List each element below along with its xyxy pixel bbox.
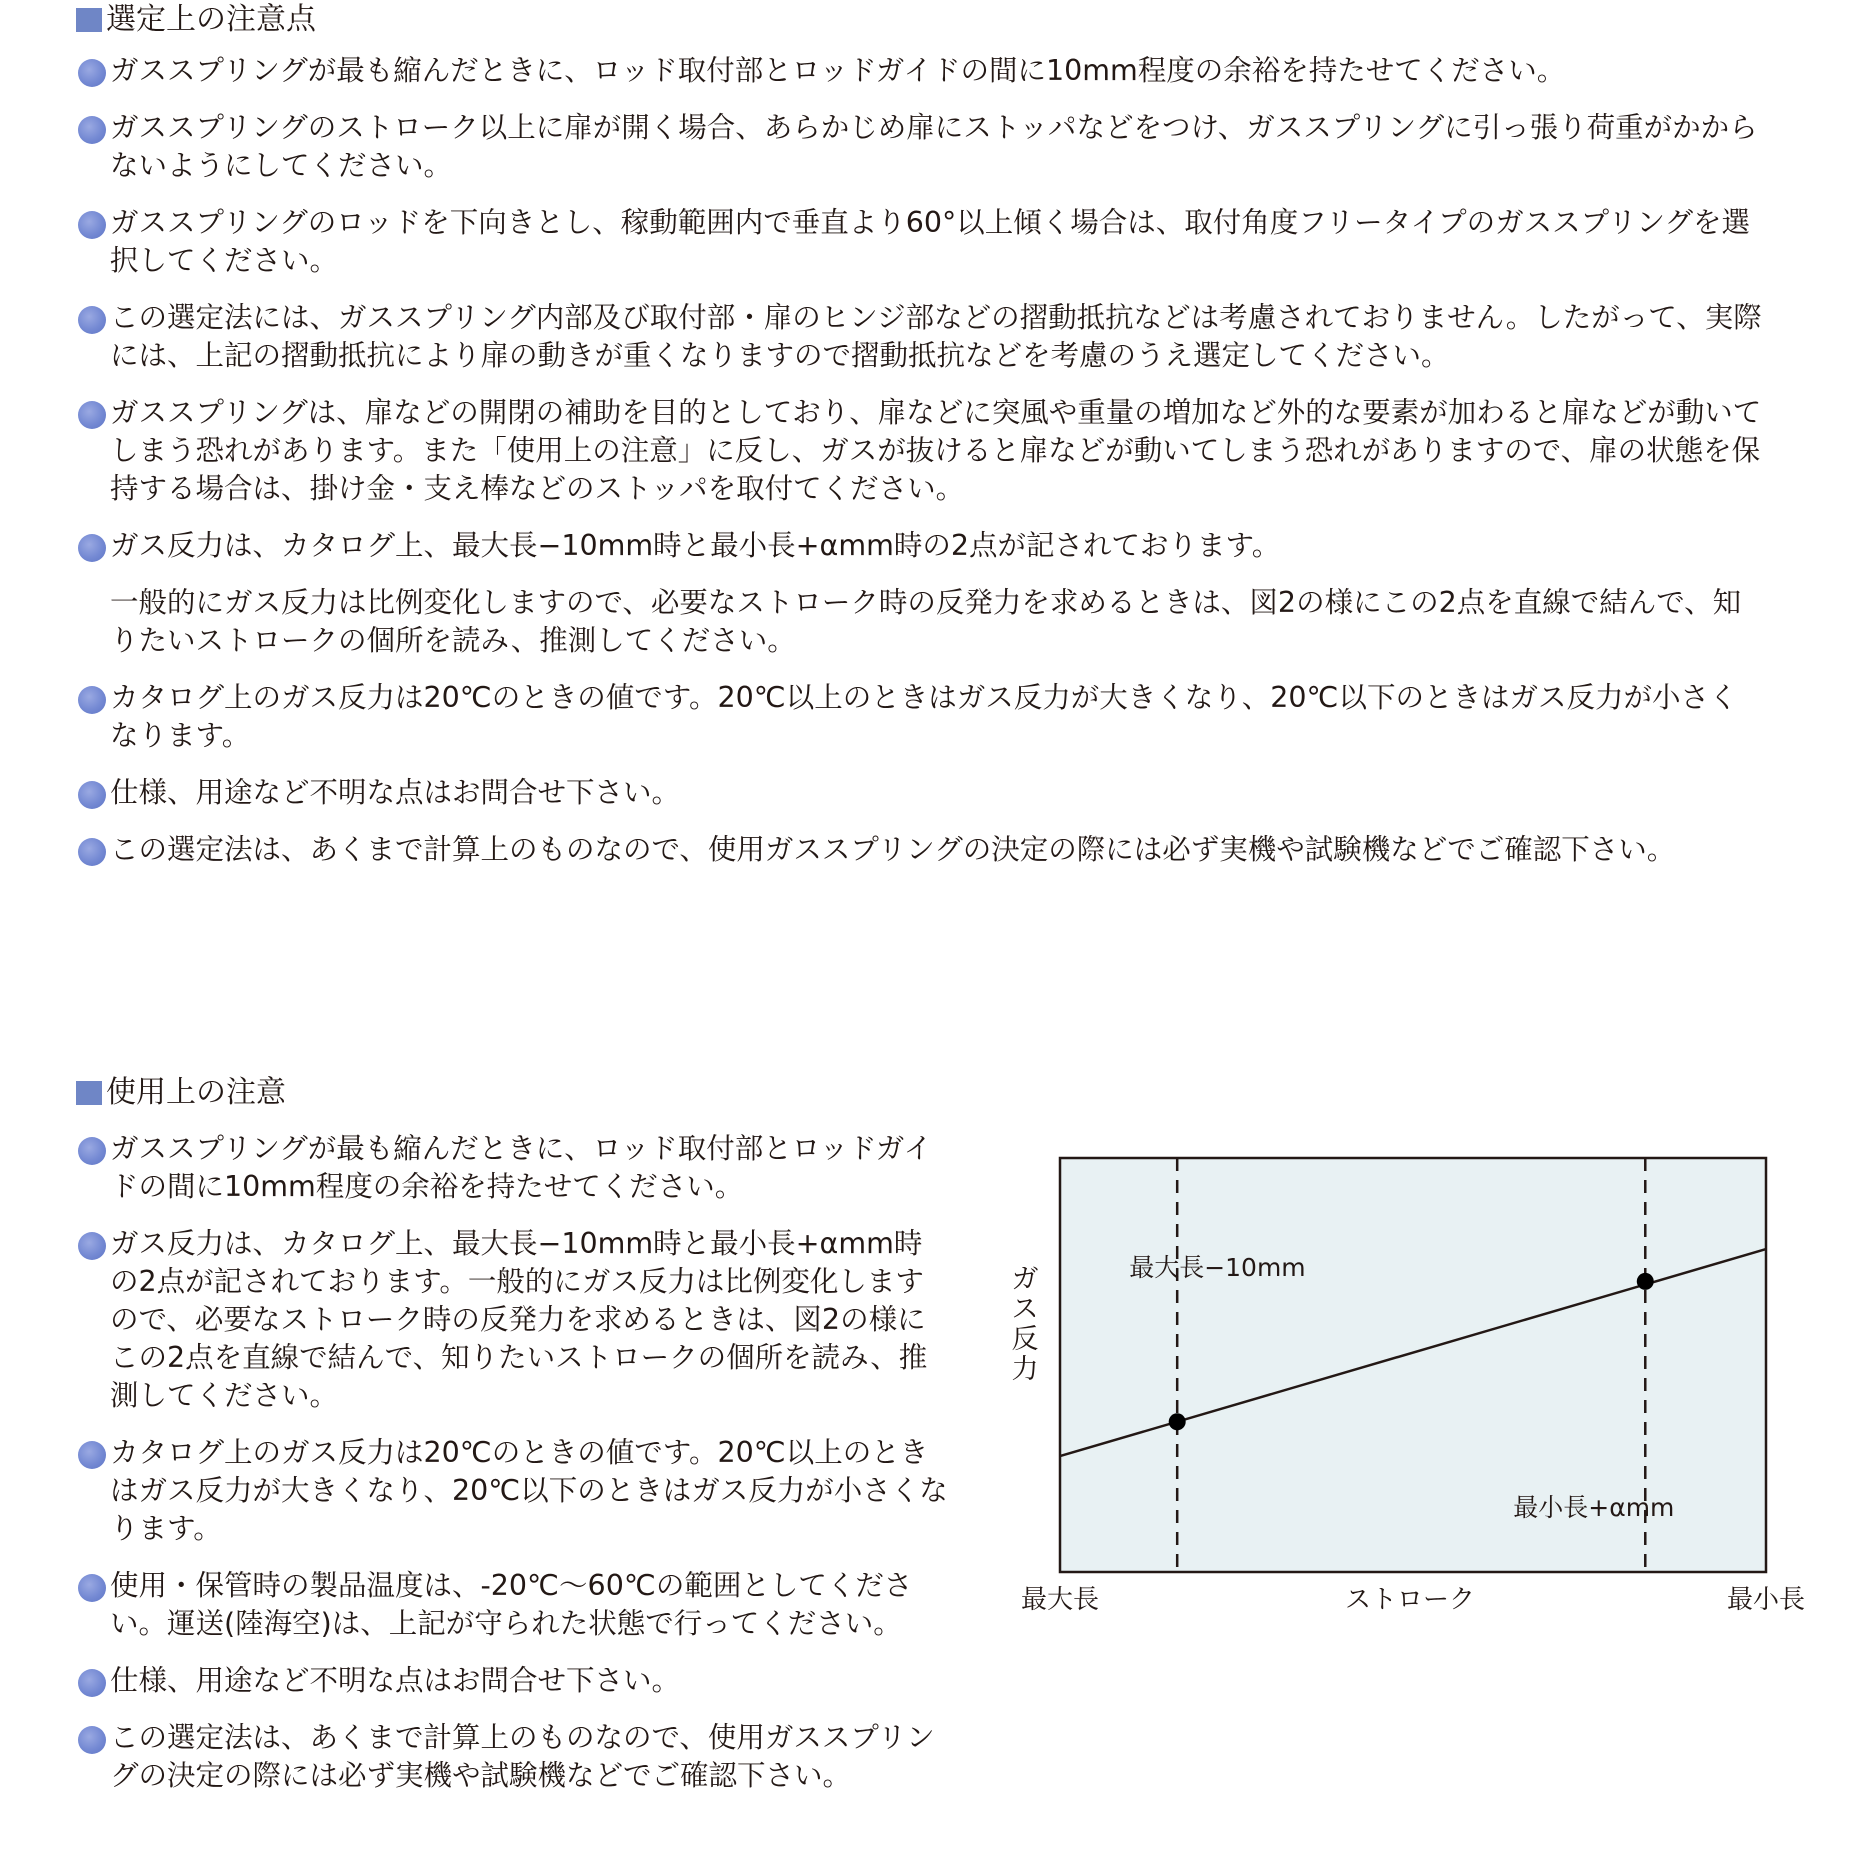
data-point — [1169, 1413, 1186, 1430]
list-item — [78, 774, 1763, 812]
heading-square-icon — [76, 8, 102, 32]
bullet-icon — [78, 306, 106, 334]
section2-heading — [76, 1075, 286, 1111]
list-item-text: ガス反力は、カタログ上、最大長−10mm時と最小長+αmm時の2点が記されております。 — [110, 529, 1281, 562]
gas-force-chart — [1010, 1140, 1830, 1640]
list-item-text: 仕様、用途など不明な点はお問合せ下さい。 — [110, 776, 681, 809]
list-item — [78, 1225, 948, 1415]
list-item-text: ガススプリングは、扉などの開閉の補助を目的としており、扉などに突風や重量の増加など外的な要素が加わると扉などが動いてしまう恐れがあります。また「使用上の注意」に反し、ガスが抜けると扉などが動いてしまう恐れがありますので、扉の状態を保持する場合は、掛け金・支え棒などのストッパを取付てください。 — [110, 396, 1762, 505]
bullet-icon — [78, 1669, 106, 1697]
data-point — [1637, 1273, 1654, 1290]
section2-heading-text: 使用上の注意 — [106, 1075, 286, 1110]
x-axis-label: ストローク — [1344, 1585, 1476, 1615]
bullet-icon — [78, 1441, 106, 1469]
list-item-text: この選定法は、あくまで計算上のものなので、使用ガススプリングの決定の際には必ず実機や試験機などでご確認下さい。 — [110, 833, 1676, 866]
bullet-icon — [78, 1232, 106, 1260]
section1-heading-text: 選定上の注意点 — [106, 2, 316, 37]
bullet-icon — [78, 1574, 106, 1602]
section1-list — [78, 52, 1763, 888]
bullet-icon — [78, 1137, 106, 1165]
list-item-text: この選定法には、ガススプリング内部及び取付部・扉のヒンジ部などの摺動抵抗などは考慮されておりません。したがって、実際には、上記の摺動抵抗により扉の動きが重くなりますので摺動抵抗などを考慮のうえ選定してください。 — [110, 301, 1762, 372]
list-item — [78, 299, 1763, 375]
section2-list — [78, 1130, 948, 1814]
list-item — [78, 1719, 948, 1795]
list-item-text: ガススプリングが最も縮んだときに、ロッド取付部とロッドガイドの間に10mm程度の余裕を持たせてください。 — [110, 1132, 932, 1203]
bullet-icon — [78, 116, 106, 144]
point-label: 最小長+αmm — [1513, 1493, 1675, 1522]
list-item-text: この選定法は、あくまで計算上のものなので、使用ガススプリングの決定の際には必ず実機や試験機などでご確認下さい。 — [110, 1721, 935, 1792]
list-item — [78, 204, 1763, 280]
x-tick-label: 最大長 — [1020, 1585, 1100, 1615]
list-item — [78, 1662, 948, 1700]
bullet-icon — [78, 781, 106, 809]
y-axis-label: ガス反力 — [1011, 1264, 1039, 1385]
list-item-text: カタログ上のガス反力は20℃のときの値です。20℃以上のときはガス反力が大きくなり、20℃以下のときはガス反力が小さくなります。 — [110, 1436, 948, 1545]
point-label: 最大長−10mm — [1129, 1253, 1306, 1282]
list-item-text: ガススプリングが最も縮んだときに、ロッド取付部とロッドガイドの間に10mm程度の余裕を持たせてください。 — [110, 54, 1566, 87]
list-item — [78, 679, 1763, 755]
list-item-text: 使用・保管時の製品温度は、-20℃〜60℃の範囲としてください。運送(陸海空)は、上記が守られた状態で行ってください。 — [110, 1569, 913, 1640]
list-item-text: カタログ上のガス反力は20℃のときの値です。20℃以上のときはガス反力が大きくなり、20℃以下のときはガス反力が小さくなります。 — [110, 681, 1738, 752]
list-item-note: 一般的にガス反力は比例変化しますので、必要なストローク時の反発力を求めるときは、図2の様にこの2点を直線で結んで、知りたいストロークの個所を読み、推測してください。 — [110, 586, 1742, 657]
list-item — [78, 394, 1763, 508]
bullet-icon — [78, 686, 106, 714]
bullet-icon — [78, 211, 106, 239]
bullet-icon — [78, 534, 106, 562]
x-tick-label: 最小長 — [1726, 1585, 1806, 1615]
list-item — [78, 1434, 948, 1548]
list-item-text: ガス反力は、カタログ上、最大長−10mm時と最小長+αmm時の2点が記されております。一般的にガス反力は比例変化しますので、必要なストローク時の反発力を求めるときは、図2の様にこの2点を直線で結んで、知りたいストロークの個所を読み、推測してください。 — [110, 1227, 928, 1412]
list-item — [78, 109, 1763, 185]
list-item — [78, 527, 1763, 660]
list-item — [78, 52, 1763, 90]
section1-heading — [76, 2, 316, 38]
list-item-text: 仕様、用途など不明な点はお問合せ下さい。 — [110, 1664, 681, 1697]
list-item-text: ガススプリングのロッドを下向きとし、稼動範囲内で垂直より60°以上傾く場合は、取付角度フリータイプのガススプリングを選択してください。 — [110, 206, 1750, 277]
bullet-icon — [78, 401, 106, 429]
list-item — [78, 831, 1763, 869]
bullet-icon — [78, 1726, 106, 1754]
bullet-icon — [78, 59, 106, 87]
list-item — [78, 1130, 948, 1206]
bullet-icon — [78, 838, 106, 866]
list-item-text: ガススプリングのストローク以上に扉が開く場合、あらかじめ扉にストッパなどをつけ、ガススプリングに引っ張り荷重がかからないようにしてください。 — [110, 111, 1758, 182]
heading-square-icon — [76, 1081, 102, 1105]
list-item — [78, 1567, 948, 1643]
